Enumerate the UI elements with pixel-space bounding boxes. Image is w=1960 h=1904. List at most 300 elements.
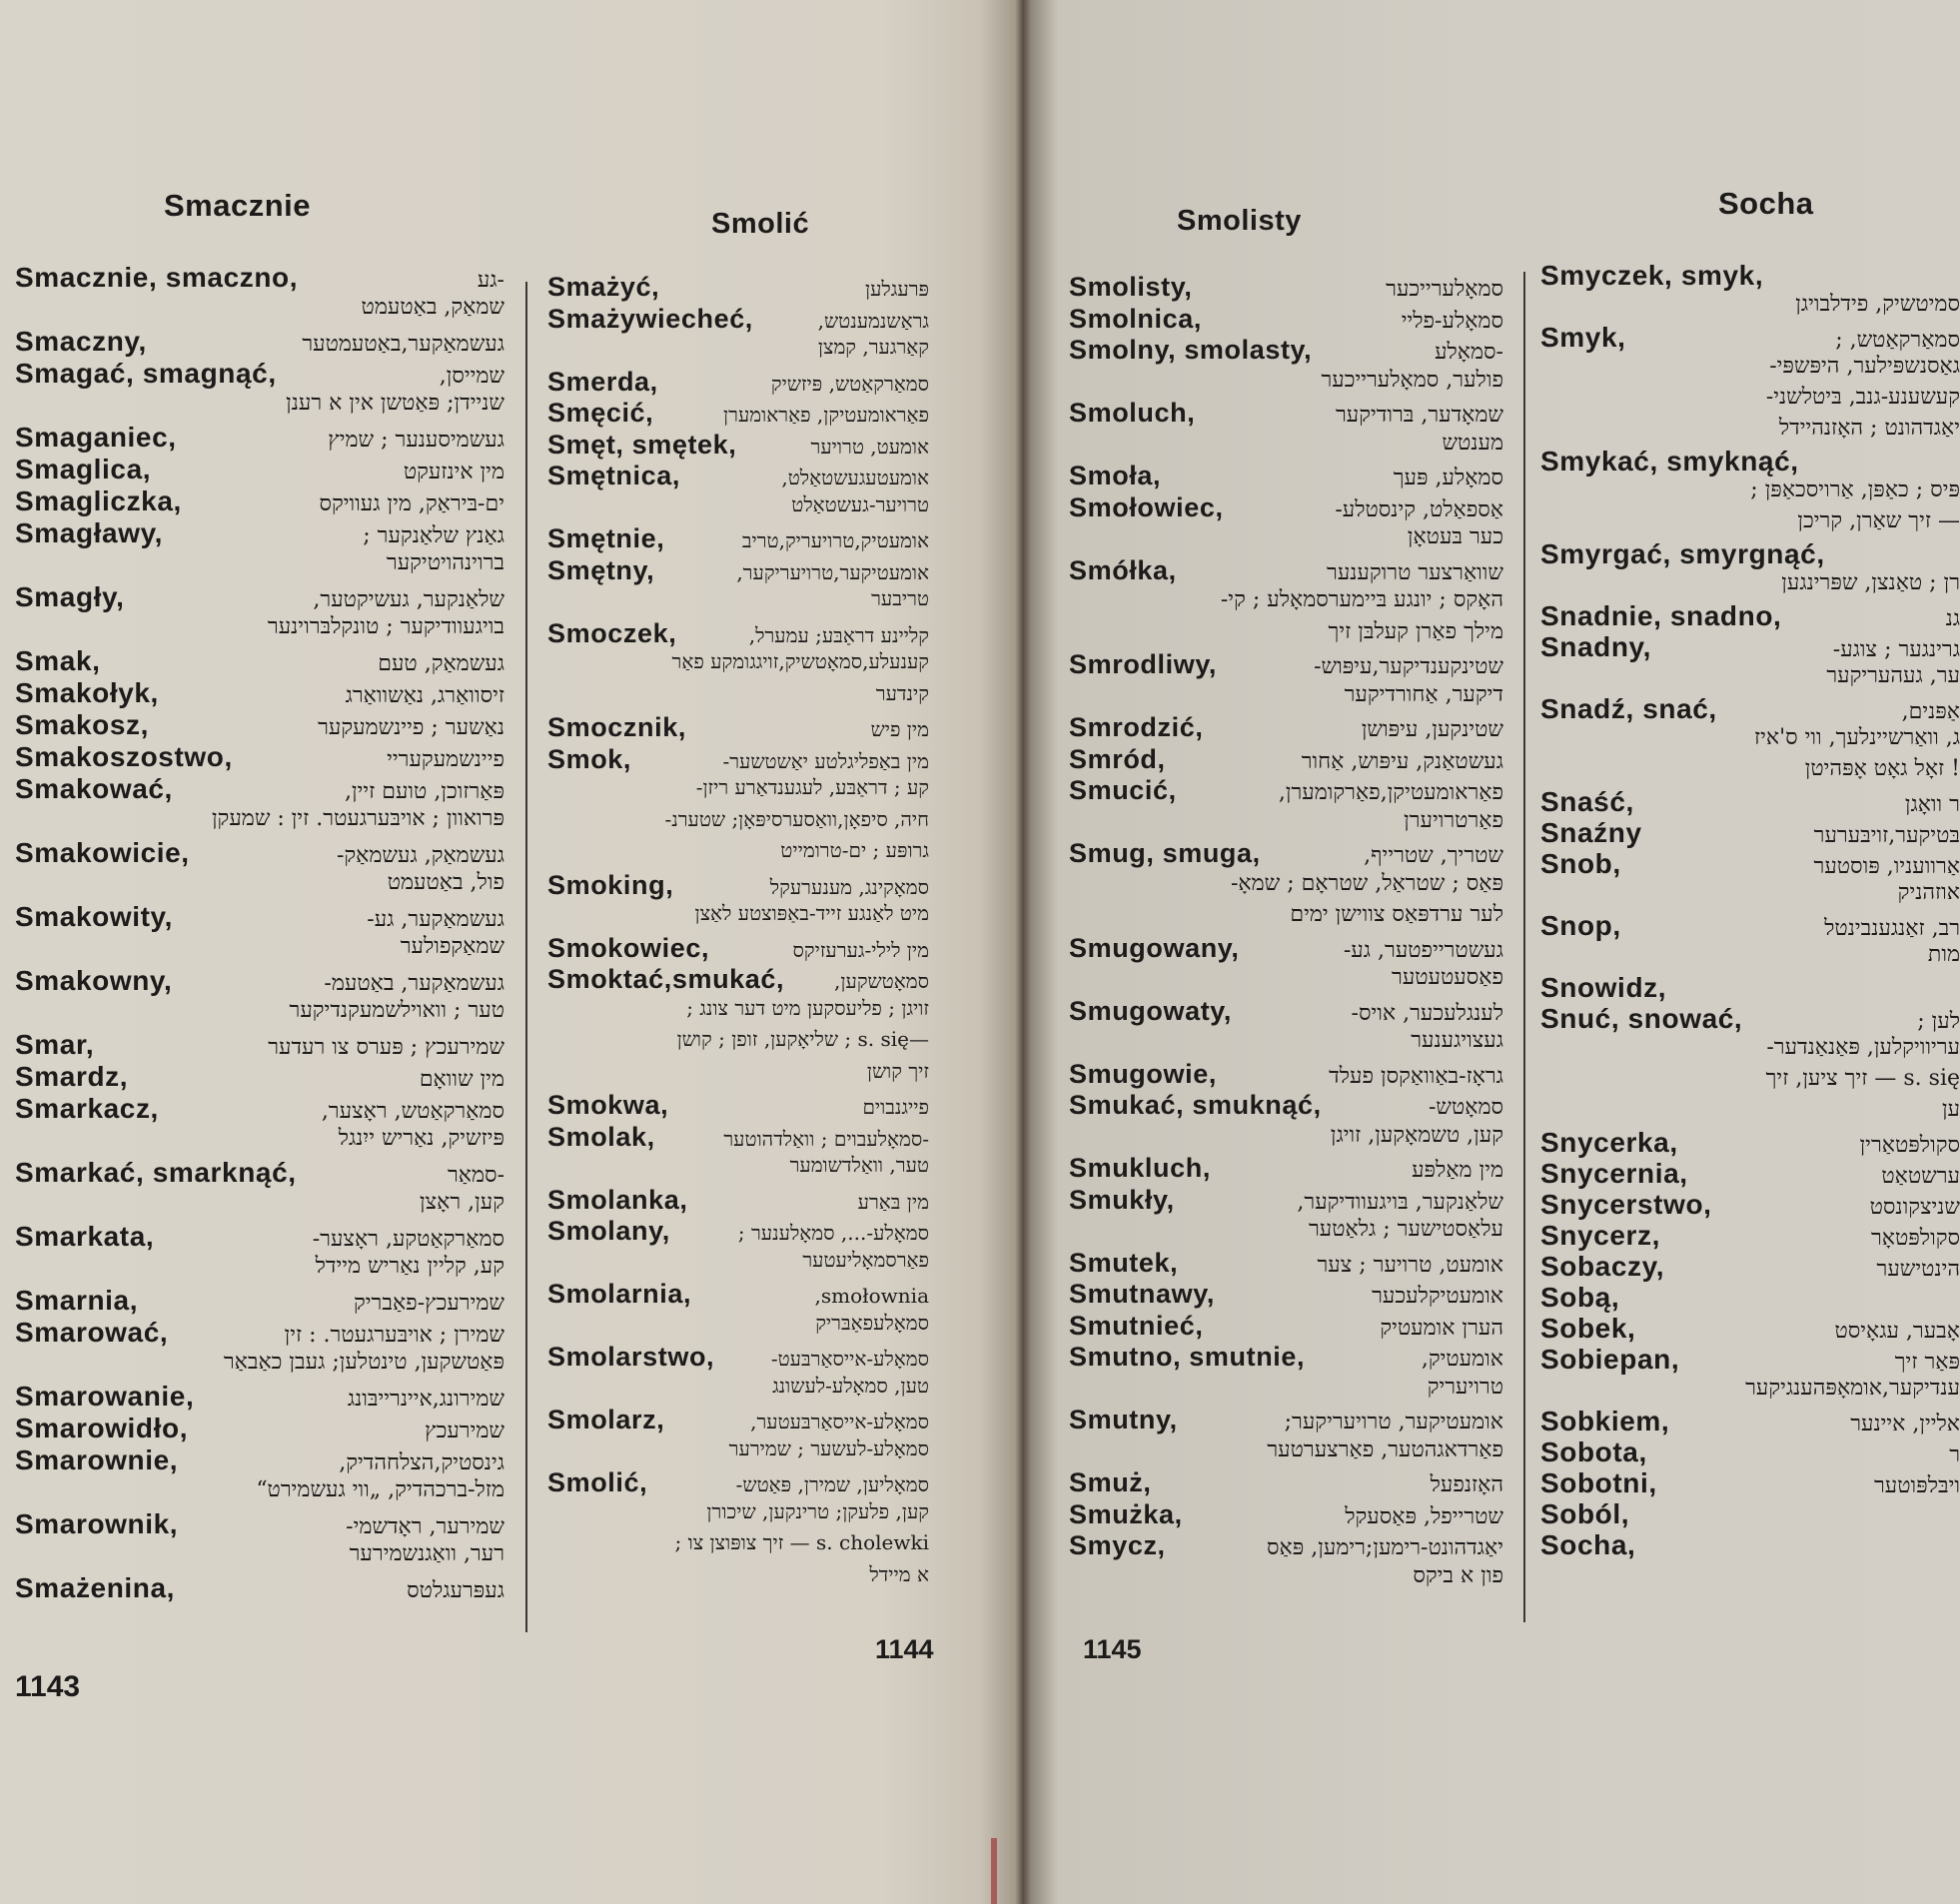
translation: סמאַרקאַטש, פּיזשיק [770,371,929,396]
dictionary-entry [547,618,929,713]
translation: סמאָלערייכער [1386,277,1503,302]
translation: שמייסן, [439,364,504,389]
column-4 [1540,260,1960,1658]
dictionary-entry [1540,1158,1960,1189]
headword: Smocznik, [547,712,686,742]
translation-continuation: דיקער, אַחורדיקער [1344,681,1503,707]
headword: Smolny, smolasty, [1069,335,1313,365]
dictionary-entry [15,485,504,517]
translation: אליין, איינער [1850,1412,1960,1436]
translation: -סמאָלע [1435,340,1503,365]
dictionary-entry [15,1317,504,1381]
headword: Smakować, [15,773,173,804]
dictionary-entry [1540,1436,1960,1467]
translation: פּאַר זיך [1894,1350,1960,1375]
translation-continuation: טער, וואַלדשומער [789,1153,929,1177]
dictionary-entry [15,901,504,965]
headword: Sobota, [1540,1436,1647,1467]
dictionary-entry [1069,1059,1503,1091]
translation: יאַגדהונט-רימען;רימען, פּאַס [1267,1535,1503,1560]
translation-continuation: ברוינהויטיקער [386,550,504,575]
headword: Snaźny [1540,817,1642,848]
translation: שמירער, ראָדשמי- [346,1514,504,1539]
translation-continuation: קעשענע-גנב, בּיטלשני- [1765,385,1960,410]
headword: Smażenina, [15,1572,176,1603]
headword: Smolarnia, [547,1279,692,1309]
translation: סמאָלע-אייסאַרבּעט- [770,1347,929,1371]
page-number-right: 1145 [1083,1634,1142,1664]
translation: סמאָלע-..., סמאָלענער ; [737,1221,929,1245]
dictionary-entry [1069,744,1503,776]
dictionary-entry [1540,1529,1960,1560]
headword: Smarnia, [15,1285,139,1316]
dictionary-entry [15,1093,504,1157]
translation-continuation: —s. się ; שליאָקען, זופן ; קושן [676,1027,929,1051]
running-head-left-2: Smolić [711,208,810,240]
headword: Sobą, [1540,1282,1620,1313]
dictionary-entry [1069,492,1503,555]
translation: מין פיש [870,717,929,741]
translation: הערן אומעטיק [1380,1315,1503,1341]
dictionary-entry [1540,1467,1960,1498]
headword: Snadny, [1540,631,1652,662]
dictionary-entry [1069,1405,1503,1467]
dictionary-entry [15,773,504,837]
translation: סמאָלע-פליי [1401,308,1503,334]
headword: Socha, [1540,1529,1636,1560]
dictionary-entry [1069,555,1503,650]
translation: שמירעכץ ; פּערס צו רעדער [268,1035,504,1060]
dictionary-entry [1540,600,1960,631]
dictionary-entry [547,430,929,462]
translation: מין מאַלפּע [1412,1158,1503,1183]
headword: Smęcić, [547,398,654,428]
translation-continuation: טריבער [871,586,929,610]
translation-continuation: מות [1927,942,1960,967]
translation-continuation: סמיטשיק, פידלבויגן [1795,292,1960,317]
translation-continuation: פאַסעטעטער [1392,965,1503,990]
dictionary-entry [1540,260,1960,322]
dictionary-entry [547,367,929,399]
dictionary-entry [15,741,504,773]
translation: מין שוואָם [419,1067,504,1092]
headword: Smolisty, [1069,272,1193,302]
translation: גראַשנמענטש, [817,308,929,333]
translation-continuation: האָקס ; יונגע בּיימערסמאָלע ; קי- [1220,587,1503,612]
translation: מין לילי-גערעזיקס [792,937,929,962]
headword: Smycz, [1069,1530,1166,1560]
headword: Smutnieć, [1069,1310,1204,1341]
translation: אומעטיק,טרויעריק,טריב [741,528,929,552]
dictionary-entry [15,1381,504,1413]
headword: Smółka, [1069,554,1177,585]
dictionary-entry [547,1467,929,1593]
headword: Smug, smuga, [1069,838,1261,868]
headword: Soból, [1540,1498,1630,1529]
translation-continuation: עריוויקלען, פּאַנאַנדער- [1766,1035,1960,1060]
headword: Smużka, [1069,1498,1183,1529]
column-1 [15,262,504,1660]
headword: Smęt, smętek, [547,429,737,460]
translation-continuation: קען, פלעקן; טרינקען, שיכורן [706,1498,929,1523]
translation: סמאַרקאַטקע, ראָצער- [312,1227,504,1252]
headword: Smakowicie, [15,837,190,868]
translation: סקולפּטאַרין [1859,1133,1960,1158]
headword: Smutek, [1069,1247,1179,1278]
translation: שניצקונסט [1869,1195,1960,1220]
translation-continuation: פּאַס ; שטראַל, שטראָם ; שמאָ- [1230,870,1503,896]
translation: סמאָליען, שמירן, פּאַטש- [735,1472,929,1496]
dictionary-entry [1540,1220,1960,1251]
dictionary-entry [547,304,929,367]
dictionary-entry [1069,996,1503,1059]
headword: Smarowidło, [15,1413,189,1443]
translation-continuation: שניידן; פּאַטשן אין א רענן [286,391,504,416]
translation: סמאָטש- [1428,1095,1503,1120]
headword: Sobek, [1540,1313,1636,1344]
translation: שמאָדער, בּרודיקער [1335,403,1503,428]
headword: Smakowny, [15,965,173,996]
headword: Smrodzić, [1069,712,1204,742]
translation: געשמאַקער,באַטעמטער [302,332,504,357]
translation: סמאָקינג, מענערעקל [769,874,929,899]
translation: מין באַפליגלטע יאַשטשער- [722,748,929,773]
headword: Smykać, smyknąć, [1540,446,1799,476]
translation: פיינשמעקעריי [387,747,504,772]
headword: Smolarz, [547,1405,665,1434]
dictionary-entry [15,645,504,677]
translation: נאַשער ; פיינשמעקער [318,715,504,740]
headword: Smołowiec, [1069,491,1224,522]
dictionary-entry [15,326,504,358]
translation: ר וואָגן [1904,792,1960,817]
dictionary-entry [547,964,929,1090]
translation-continuation: חיה, סיפאָן,וואַסערסיפּאָן; שטערנ- [664,806,929,831]
translation-continuation: קען, ראָצן [420,1190,504,1215]
dictionary-entry [547,712,929,744]
headword: Smolnica, [1069,303,1202,334]
translation-continuation: לער ערדפּאַס צווישן ימים [1290,902,1503,927]
dictionary-entry [15,709,504,741]
dictionary-entry [1540,817,1960,848]
dictionary-entry [1069,1467,1503,1499]
headword: Snadnie, snadno, [1540,600,1782,631]
translation: גנ [1945,606,1960,631]
translation-continuation: ! זאָל גאָט אָפּהיטן [1804,756,1960,781]
translation-continuation: פאַרטרויערן [1404,807,1503,833]
dictionary-entry [547,1216,929,1279]
headword: Smaganiec, [15,422,177,453]
dictionary-entry [547,1122,929,1185]
translation: סמאָטשקען, [834,969,929,993]
column-divider-right [1523,272,1525,1622]
running-head-right: Smolisty [1177,205,1302,237]
headword: Smerda, [547,366,658,397]
translation: -סמאַר [448,1163,504,1188]
headword: Snycernia, [1540,1158,1688,1189]
headword: Smażyć, [547,272,660,302]
headword: Smutnawy, [1069,1279,1215,1309]
headword: Sobiepan, [1540,1344,1680,1375]
translation-continuation: ער, געהעריקער [1826,663,1960,688]
headword: Smar, [15,1029,95,1060]
translation: מין בּאַרע [857,1189,929,1214]
dictionary-entry [1069,1279,1503,1311]
headword: Smarownik, [15,1508,179,1539]
dictionary-entry [15,358,504,422]
translation: שטריך, שטרייף, [1364,843,1503,868]
translation: בּטיקער,זויבּערער [1813,823,1960,848]
dictionary-entry [15,262,504,326]
translation: פאַראומעטיקן, פאַראומערן [723,403,929,427]
headword: Smak, [15,645,101,676]
translation-continuation: פון א ביקס [1413,1562,1503,1588]
dictionary-entry [547,1405,929,1467]
dictionary-entry [1540,1313,1960,1344]
dictionary-entry [1069,1342,1503,1405]
translation: סמאָלע-אייסאַרבּעטער, [750,1410,929,1433]
translation: אומעטיק, [1421,1347,1503,1372]
translation-continuation: סמאָלעפאַבּריק [815,1310,929,1335]
headword: Smarownie, [15,1444,179,1475]
translation-continuation: — זיך שאַרן, קריכן [1797,508,1960,533]
translation-continuation: שמאַקפולער [400,934,504,959]
headword: Smarować, [15,1317,169,1348]
headword: Smarowanie, [15,1381,195,1412]
translation: שטינקען, עיפּושן [1361,717,1503,742]
translation: ויבּלפּוטער [1874,1473,1960,1498]
translation: אַפּנים, [1901,699,1960,724]
dictionary-entry [1069,304,1503,336]
translation-continuation: פּיזשיק, נאַריש ייִנגל [338,1126,504,1151]
headword: Snaść, [1540,786,1634,817]
translation-continuation: פּיס ; כאַפּן, אַרויסכאַפּן ; [1750,477,1960,502]
dictionary-entry [547,744,929,870]
translation-continuation: רן ; טאַנצן, שפּרינגען [1781,570,1960,595]
dictionary-entry [1540,1282,1960,1313]
translation-continuation: טען, סמאָלע-לעשונג [772,1373,929,1398]
translation: אומעטיקלעכער [1372,1284,1503,1309]
headword: Snycerz, [1540,1220,1660,1251]
translation: פייגנבוים [862,1095,929,1119]
headword: Smętny, [547,554,655,585]
headword: Smolanka, [547,1184,688,1215]
page-number-left: 1143 [15,1670,81,1703]
translation-continuation: טרויער-געשטאַלט [791,491,929,516]
translation: סמאַרקאַטש, ; [1835,328,1960,353]
headword: Smrodliwy, [1069,649,1218,679]
dictionary-entry [15,837,504,901]
translation-continuation: פאַרסמאָליעטער [802,1247,929,1272]
translation-continuation: פּאַטשקען, טינטלען; געבן כאַבאַר [223,1350,504,1375]
headword: Smugowie, [1069,1058,1217,1089]
headword: Smyczek, smyk, [1540,260,1764,291]
headword: Smoła, [1069,461,1162,490]
headword: Sobkiem, [1540,1406,1670,1436]
headword: Smoczek, [547,617,677,648]
dictionary-entry [547,870,929,933]
translation: גראָז-באַוואַקסן פעלד [1329,1063,1503,1089]
headword: Sobaczy, [1540,1251,1665,1282]
headword: Smętnica, [547,461,680,490]
translation-continuation: זיך קושן [866,1058,929,1083]
dictionary-entry [1540,972,1960,1003]
dictionary-entry [1069,775,1503,838]
translation: סמאָלע, פּעך [1393,466,1503,490]
dictionary-entry [1069,1530,1503,1593]
headword: Smukać, smuknąć, [1069,1090,1322,1120]
translation-continuation: קאַרגער, קמצן [817,335,929,359]
translation: פּאַרזוכן, טועם זיין, [344,779,504,804]
translation: אומעטיקער,טרויעריקער, [736,559,929,584]
translation: גינסטיק,הצלחהדיק, [339,1450,504,1475]
translation: אַרוועניו, פּוסטער [1813,854,1960,879]
dictionary-entry [15,581,504,645]
dictionary-entry [15,1413,504,1444]
translation-continuation: פול, באַטעמט [387,870,504,895]
translation: ר [1949,1442,1960,1467]
headword: Smagać, smagnąć, [15,358,277,389]
translation: לען ; [1917,1009,1960,1034]
dictionary-entry [1069,649,1503,712]
headword: Smukły, [1069,1184,1175,1215]
translation-continuation: טרויעריק [1427,1374,1503,1400]
translation-continuation: קענעלע,סמאָטשיק,זויגגומקע פאַר [671,649,929,673]
headword: Smolak, [547,1121,655,1152]
translation-continuation: גרופּע ; ים-טרומייט [780,838,929,862]
headword: Smuż, [1069,1467,1152,1497]
translation-continuation: קינדער [875,680,929,705]
headword: Smagławy, [15,517,164,548]
translation: קליינע דראַבּע; עמערל, [748,622,929,647]
dictionary-entry [547,1090,929,1122]
translation-continuation: טער ; וואוילשמעקנדיקער [289,998,504,1023]
headword: Smukluch, [1069,1153,1211,1183]
dictionary-entry [15,1508,504,1572]
dictionary-entry [1069,1248,1503,1280]
headword: Smokwa, [547,1090,669,1120]
dictionary-entry [1540,910,1960,972]
translation: געפּרעגלטס [407,1578,504,1603]
headword: Smaglica, [15,454,152,484]
dictionary-entry [15,1061,504,1093]
headword: Smakoszostwo, [15,741,233,772]
dictionary-entry [547,523,929,555]
translation: גרינגער ; צוגע- [1832,637,1960,662]
translation: שמירעכץ [425,1419,504,1443]
running-head-right-2: Socha [1718,186,1814,221]
headword: Smoktać,smukać, [547,964,785,994]
dictionary-entry [15,1029,504,1061]
headword: Sobotni, [1540,1467,1657,1498]
translation-continuation: א מיידל [869,1561,929,1586]
dictionary-entry [547,933,929,965]
headword: Smoluch, [1069,398,1196,428]
translation: געשמאַקער, גע- [367,907,504,932]
headword: Smoking, [547,869,674,900]
headword: Smyrgać, smyrgnąć, [1540,538,1825,569]
dictionary-entry [1069,1153,1503,1185]
dictionary-entry [1069,1499,1503,1531]
dictionary-entry [1540,1406,1960,1436]
headword: Smród, [1069,743,1166,774]
translation: ים-בּיראַק, מין געוויקס [319,491,504,516]
translation-continuation: קע, קליין נאַריש מיידל [315,1254,504,1279]
translation: האָזנפעל [1430,1472,1503,1497]
dictionary-entry [547,272,929,304]
translation: הינטישער [1876,1257,1960,1282]
translation-continuation: פולער, סמאָלערייכער [1321,367,1503,393]
dictionary-entry [1069,1311,1503,1343]
translation: שטינקענדיקער,עיפּוש- [1314,654,1503,679]
dictionary-entry [1540,693,1960,786]
headword: Smugowaty, [1069,995,1233,1026]
translation: גאַנץ שלאַנקער ; [363,523,504,548]
headword: Smolarstwo, [547,1342,715,1372]
headword: Smucić, [1069,775,1177,805]
translation-continuation: ען [1941,1097,1960,1122]
translation: שלאַנקער, געשיקטער, [313,587,504,612]
dictionary-entry [547,1279,929,1342]
headword: Smakowity, [15,901,173,932]
headword: Smarkać, smarknąć, [15,1157,297,1188]
translation: שטרייפל, פּאַסעקל [1345,1503,1503,1529]
translation-continuation: כער בּעטאָן [1407,524,1503,549]
dictionary-entry [1069,461,1503,492]
translation: מין אינזעקט [403,460,504,484]
dictionary-entry [1540,538,1960,600]
dictionary-entry [15,1285,504,1317]
dictionary-entry [1069,712,1503,744]
translation: געשטאַנק, עיפּוש, אַחור [1301,748,1503,774]
translation-continuation: מזל-ברכהדיק, „ווי געשמירט“ [256,1477,504,1502]
headword: Smakołyk, [15,677,159,708]
translation: שמירעכץ-פאַבריק [354,1291,504,1316]
dictionary-entry [1540,1127,1960,1158]
translation: רב, זאַנגענבינטל [1824,916,1960,941]
headword: Smyk, [1540,322,1626,353]
translation-continuation: רער, וואַגנשמירער [349,1541,504,1566]
dictionary-entry [1540,1003,1960,1127]
translation-continuation: פּרואוון ; אויבּערגעטר. זין : שמעקן [211,806,504,831]
headword: Smarkata, [15,1221,155,1252]
dictionary-entry [1540,1498,1960,1529]
headword: Smardz, [15,1061,129,1092]
headword: Smolany, [547,1216,670,1246]
translation: אומעטיקער, טרויעריקער; [1284,1410,1503,1434]
dictionary-entry [1069,933,1503,996]
headword: Smutny, [1069,1405,1178,1434]
translation-continuation: s. się — זיך ציען, זיך [1765,1066,1960,1091]
translation: געשמיסענער ; שמיץ [328,428,504,453]
translation-continuation: אוזהניק [1897,880,1960,905]
dictionary-entry [1069,335,1503,398]
translation-continuation: שמאַק, באַטעמט [361,295,504,320]
headword: Smacznie, smaczno, [15,262,299,293]
translation: פאַראומעטיקן,פאַרקומערן, [1278,780,1503,805]
dictionary-entry [1069,1185,1503,1248]
translation: סמאַרקאַטש, ראָצער, [321,1099,504,1124]
translation-continuation: גאַסנשפּילער, היפּשפּי- [1769,354,1960,379]
translation-continuation: מענטש [1442,430,1503,456]
translation: -גע [477,268,504,293]
book-spine-ribbon [991,1838,997,1904]
translation: שוואַרצער טרוקענער [1327,559,1503,585]
headword: Snop, [1540,910,1621,941]
dictionary-entry [1540,1344,1960,1406]
translation: זיסוואַרג, נאַשוואַרג [345,683,504,708]
dictionary-entry [547,555,929,618]
